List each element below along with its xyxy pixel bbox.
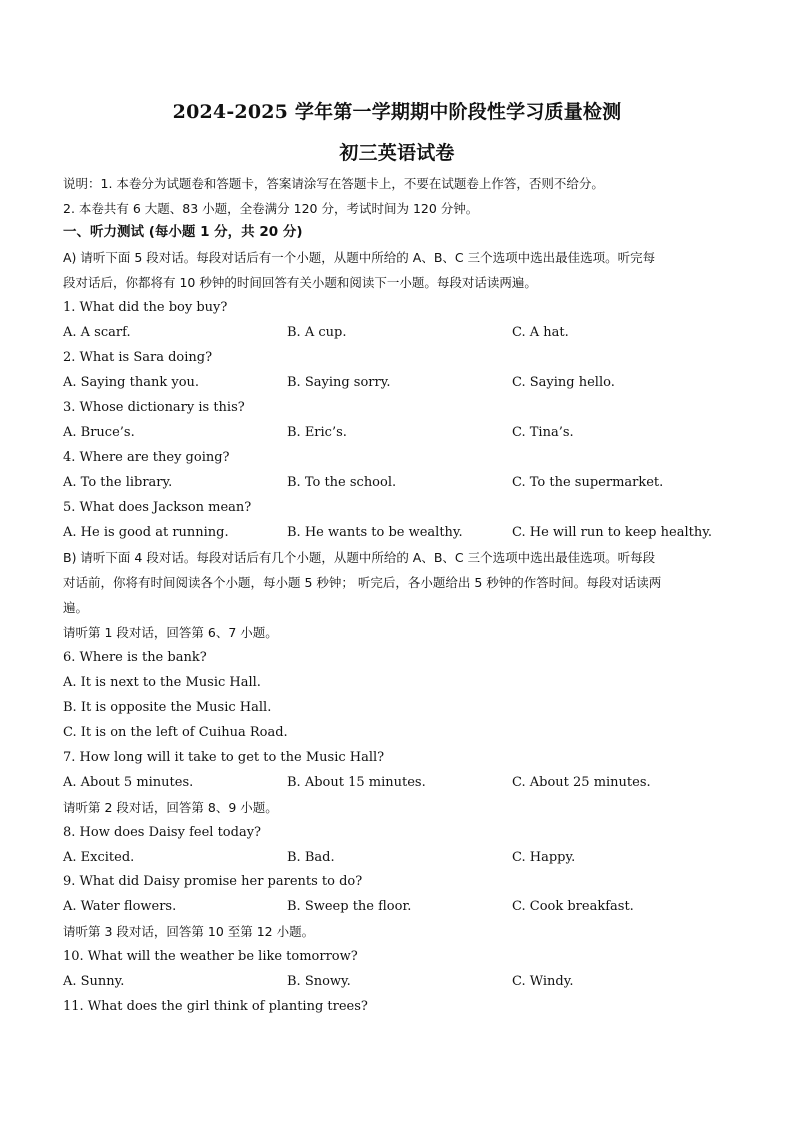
dialog-3-instruction: 请听第 3 段对话，回答第 10 至第 12 小题。	[63, 924, 315, 939]
question-9-options	[63, 894, 743, 919]
section-heading-listening: 一、听力测试 (每小题 1 分，共 20 分)	[63, 224, 303, 240]
option-c: C. Cook breakfast.	[512, 899, 634, 914]
option-a: A. Water flowers.	[63, 899, 177, 914]
question-7-options	[63, 770, 743, 795]
option-c: C. He will run to keep healthy.	[512, 525, 712, 540]
question-6-option-b: B. It is opposite the Music Hall.	[63, 700, 272, 715]
question-5-options	[63, 520, 743, 545]
question-4-options	[63, 470, 743, 495]
option-a: A. Excited.	[63, 850, 135, 865]
question-8: 8. How does Daisy feel today?	[63, 825, 262, 840]
question-10: 10. What will the weather be like tomorrow?	[63, 949, 358, 964]
option-a: A. Bruce’s.	[63, 425, 135, 440]
dialog-2-instruction: 请听第 2 段对话，回答第 8、9 小题。	[63, 800, 278, 815]
question-3-options	[63, 420, 743, 445]
option-c: C. To the supermarket.	[512, 475, 664, 490]
option-b: B. Snowy.	[287, 974, 351, 989]
question-7: 7. How long will it take to get to the Music Hall?	[63, 750, 385, 765]
option-c: C. A hat.	[512, 325, 569, 340]
option-a: A. Saying thank you.	[63, 375, 200, 390]
question-9: 9. What did Daisy promise her parents to do?	[63, 874, 363, 889]
option-b: B. Bad.	[287, 850, 335, 865]
option-c: C. Tina’s.	[512, 425, 574, 440]
option-b: B. He wants to be wealthy.	[287, 525, 463, 540]
option-a: A. He is good at running.	[63, 525, 229, 540]
question-11: 11. What does the girl think of planting trees?	[63, 999, 368, 1014]
question-6: 6. Where is the bank?	[63, 650, 207, 665]
part-a-instruction-2: 段对话后，你都将有 10 秒钟的时间回答有关小题和阅读下一小题。每段对话读两遍。	[63, 275, 537, 290]
question-6-option-a: A. It is next to the Music Hall.	[63, 675, 261, 690]
question-1: 1. What did the boy buy?	[63, 300, 228, 315]
question-1-options	[63, 320, 743, 345]
exam-subtitle: 初三英语试卷	[339, 142, 455, 164]
instruction-line-1: 说明：1. 本卷分为试题卷和答题卡，答案请涂写在答题卡上，不要在试题卷上作答，否则不给分。	[63, 176, 604, 191]
part-b-instruction-3: 遍。	[63, 600, 89, 615]
part-b-instruction-1: B) 请听下面 4 段对话。每段对话后有几个小题，从题中所给的 A、B、C 三个选项中选出最佳选项。听每段	[63, 550, 656, 565]
option-a: A. A scarf.	[63, 325, 131, 340]
option-b: B. About 15 minutes.	[287, 775, 426, 790]
question-10-options	[63, 969, 743, 994]
option-b: B. Sweep the floor.	[287, 899, 412, 914]
question-3: 3. Whose dictionary is this?	[63, 400, 245, 415]
option-c: C. Saying hello.	[512, 375, 615, 390]
question-2-options	[63, 370, 743, 395]
question-8-options	[63, 845, 743, 870]
question-5: 5. What does Jackson mean?	[63, 500, 252, 515]
option-c: C. Windy.	[512, 974, 574, 989]
question-2: 2. What is Sara doing?	[63, 350, 213, 365]
part-a-instruction-1: A) 请听下面 5 段对话。每段对话后有一个小题，从题中所给的 A、B、C 三个选项中选出最佳选项。听完每	[63, 250, 656, 265]
option-a: A. Sunny.	[63, 974, 125, 989]
part-b-instruction-2: 对话前，你将有时间阅读各个小题，每小题 5 秒钟； 听完后，各小题给出 5 秒钟的作答时间。每段对话读两	[63, 575, 662, 590]
instruction-line-2: 2. 本卷共有 6 大题、83 小题，全卷满分 120 分，考试时间为 120 分钟。	[63, 201, 479, 216]
question-6-option-c: C. It is on the left of Cuihua Road.	[63, 725, 288, 740]
option-b: B. Saying sorry.	[287, 375, 391, 390]
option-c: C. Happy.	[512, 850, 576, 865]
option-b: B. To the school.	[287, 475, 397, 490]
exam-title: 2024-2025 学年第一学期期中阶段性学习质量检测	[172, 101, 622, 123]
question-4: 4. Where are they going?	[63, 450, 230, 465]
option-a: A. To the library.	[63, 475, 173, 490]
option-b: B. Eric’s.	[287, 425, 347, 440]
option-a: A. About 5 minutes.	[63, 775, 194, 790]
option-c: C. About 25 minutes.	[512, 775, 651, 790]
dialog-1-instruction: 请听第 1 段对话，回答第 6、7 小题。	[63, 625, 278, 640]
option-b: B. A cup.	[287, 325, 347, 340]
